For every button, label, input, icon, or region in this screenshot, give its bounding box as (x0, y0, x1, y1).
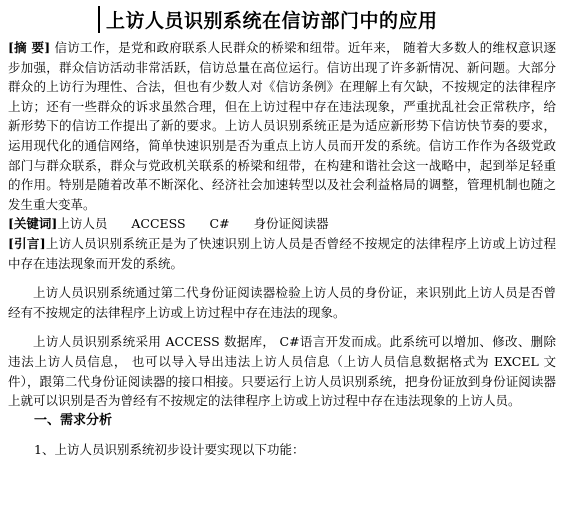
keywords-line (8, 214, 556, 234)
document-title: 上访人员识别系统在信访部门中的应用 (106, 10, 438, 32)
intro-text: 上访人员识别系统正是为了快速识别上访人员是否曾经不按规定的法律程序上访或上访过程中存在违法现象而开发的系统。 (8, 235, 556, 271)
title-area (98, 6, 438, 33)
spacer (8, 430, 556, 440)
intro-paragraph (8, 234, 556, 273)
body-paragraph: 上访人员识别系统通过第二代身份证阅读器检验上访人员的身份证，来识别此上访人员是否曾经有不按规定的法律程序上访或上访过程中存在违法的现象。 (8, 285, 556, 320)
abstract-paragraph (8, 38, 556, 214)
keyword-item: C# (209, 216, 230, 232)
body-paragraph: 上访人员识别系统采用 ACCESS 数据库， C#语言开发而成。此系统可以增加、修改、删除违法上访人员信息， 也可以导入导出违法上访人员信息（上访人员信息数据格式为 EXCEL 文件），跟第二代身份证阅读器的接口相接。只要运行上访人员识别系统，把身份证放到身份证阅读器上就可以识别是否为曾经有不按规定的法律程序上访或上访过程中存在违法现象的上访人员。 (8, 334, 556, 409)
section-heading: 一、需求分析 (34, 412, 113, 428)
document-body (8, 38, 556, 460)
keywords-label: [关键词] (8, 216, 58, 232)
abstract-text: 信访工作，是党和政府联系人民群众的桥梁和纽带。近年来， 随着大多数人的维权意识逐步加强，群众信访活动非常活跃，信访总量在高位运行。信访出现了许多新情况、新问题。大部分群众的上访行为理性、合法，但也有少数人对《信访条例》在理解上有欠缺，不按规定的法律程序上访；还有一些群众的诉求虽然合理，但在上访过程中存在违法现象，严重扰乱社会正常秩序，给新形势下的信访工作提出了新的要求。上访人员识别系统正是为适应新形势下信访快节奏的要求，运用现代化的通信网络，简单快速识别是否为重点上访人员而开发的系统。信访工作作为各级党政部门与群众联系，群众与党政机关联系的桥梁和纽带，在构建和谐社会这一战略中，起到举足轻重的作用。特别是随着改革不断深化、经济社会加速转型以及社会利益格局的调整，管理机制也随之发生重大变革。 (8, 40, 556, 212)
keyword-item: ACCESS (131, 216, 186, 232)
text-cursor (98, 6, 100, 33)
keyword-item: 上访人员 (57, 216, 108, 232)
list-item: 1、上访人员识别系统初步设计要实现以下功能： (34, 442, 305, 458)
spacer (8, 322, 556, 332)
abstract-label: [摘 要] (8, 40, 51, 55)
keyword-item: 身份证阅读器 (253, 216, 329, 232)
intro-label: [引言] (8, 235, 46, 251)
spacer (8, 273, 556, 283)
